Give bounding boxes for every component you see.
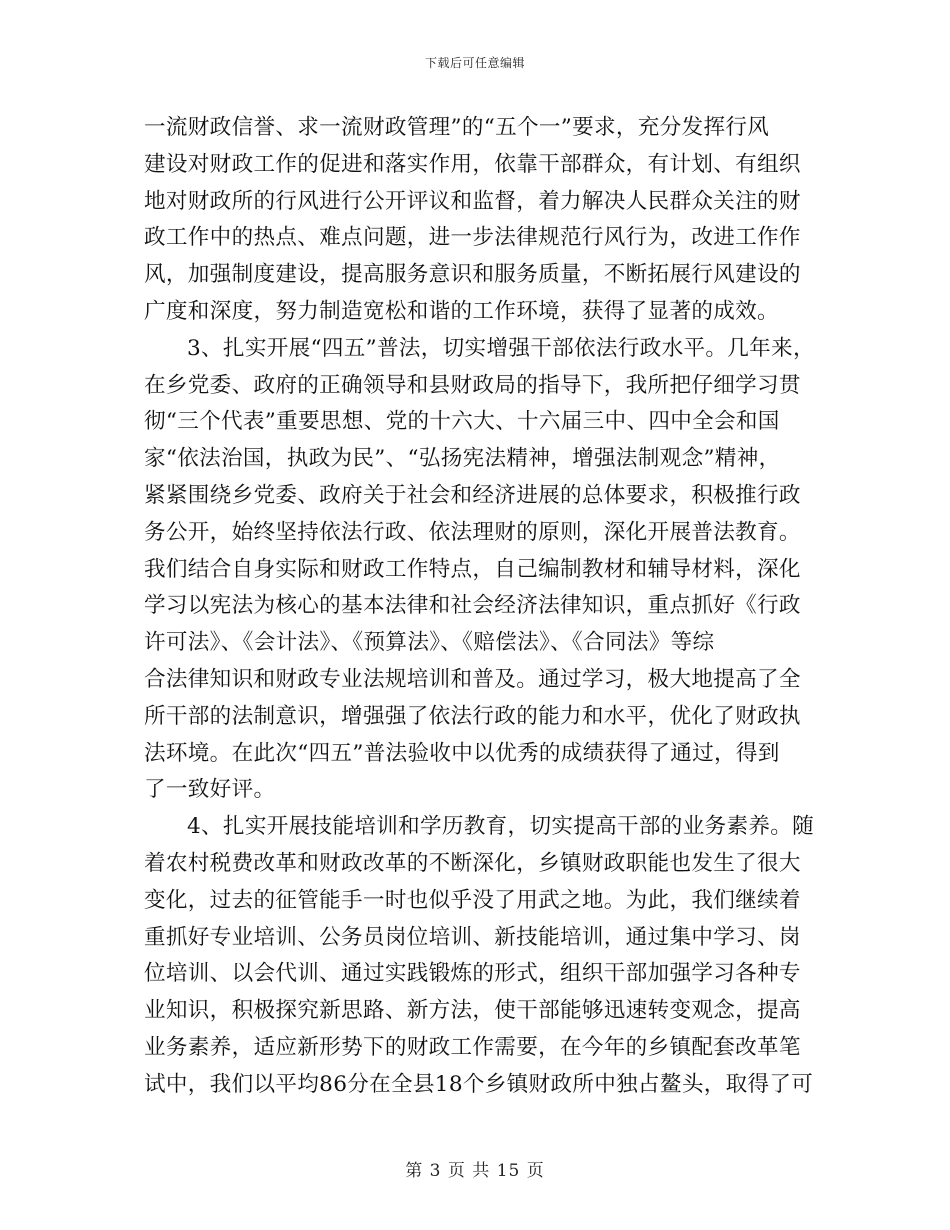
paragraph-1	[144, 110, 828, 331]
text-line: 法环境。在此次“四五”普法验收中以优秀的成绩获得了通过，得到	[144, 740, 780, 766]
paragraph-3	[144, 809, 828, 1103]
text-line: 3、扎实开展“四五”普法，切实增强干部依法行政水平。几年来，	[187, 335, 815, 361]
text-line: 合法律知识和财政专业法规培训和普及。通过学习，极大地提高了全	[144, 666, 801, 692]
text-line: 业务素养，适应新形势下的财政工作需要，在今年的乡镇配套改革笔	[144, 1034, 801, 1060]
text-line: 紧紧围绕乡党委、政府关于社会和经济进展的总体要求，积极推行政	[144, 482, 801, 508]
text-line: 地对财政所的行风进行公开评议和监督，着力解决人民群众关注的财	[144, 188, 801, 214]
text-line: 业知识，积极探究新思路、新方法，使干部能够迅速转变观念，提高	[144, 998, 801, 1024]
page-header: 下载后可任意编辑	[424, 56, 525, 70]
text-line: 我们结合自身实际和财政工作特点，自己编制教材和辅导材料，深化	[144, 556, 801, 582]
text-line: 变化，过去的征管能手一时也似乎没了用武之地。为此，我们继续着	[144, 887, 801, 913]
text-line: 4、扎实开展技能培训和学历教育，切实提高干部的业务素养。随	[187, 814, 815, 840]
text-line: 重抓好专业培训、公务员岗位培训、新技能培训，通过集中学习、岗	[144, 924, 801, 950]
text-line: 务公开，始终坚持依法行政、依法理财的原则，深化开展普法教育。	[144, 519, 801, 545]
text-line: 所干部的法制意识，增强强了依法行政的能力和水平，优化了财政执	[144, 703, 801, 729]
text-line: 许可法》、《会计法》、《预算法》、《赔偿法》、《合同法》等综	[144, 630, 715, 656]
text-line: 广度和深度，努力制造宽松和谐的工作环境，获得了显著的成效。	[144, 298, 779, 324]
text-line: 彻“三个代表”重要思想、党的十六大、十六届三中、四中全会和国	[144, 409, 780, 435]
text-line: 政工作中的热点、难点问题，进一步法律规范行风行为，改进工作作	[144, 225, 801, 251]
page-number-footer: 第 3 页 共 15 页	[405, 1161, 545, 1181]
text-line: 风，加强制度建设，提高服务意识和服务质量，不断拓展行风建设的	[144, 262, 801, 288]
text-line: 一流财政信誉、求一流财政管理”的“五个一”要求，充分发挥行风	[144, 115, 770, 140]
text-line: 家“依法治国，执政为民”、“弘扬宪法精神，增强法制观念”精神，	[144, 446, 781, 472]
document-body	[144, 110, 828, 1104]
text-line: 试中，我们以平均86分在全县18个乡镇财政所中独占鳌头，取得了可	[144, 1071, 814, 1097]
text-line: 在乡党委、政府的正确领导和县财政局的指导下，我所把仔细学习贯	[144, 372, 801, 398]
text-line: 建设对财政工作的促进和落实作用，依靠干部群众，有计划、有组织	[144, 151, 801, 177]
paragraph-2	[144, 331, 828, 809]
text-line: 学习以宪法为核心的基本法律和社会经济法律知识，重点抓好《行政	[144, 593, 801, 619]
text-line: 了一致好评。	[144, 777, 276, 803]
text-line: 着农村税费改革和财政改革的不断深化，乡镇财政职能也发生了很大	[144, 850, 801, 876]
text-line: 位培训、以会代训、通过实践锻炼的形式，组织干部加强学习各种专	[144, 961, 801, 987]
